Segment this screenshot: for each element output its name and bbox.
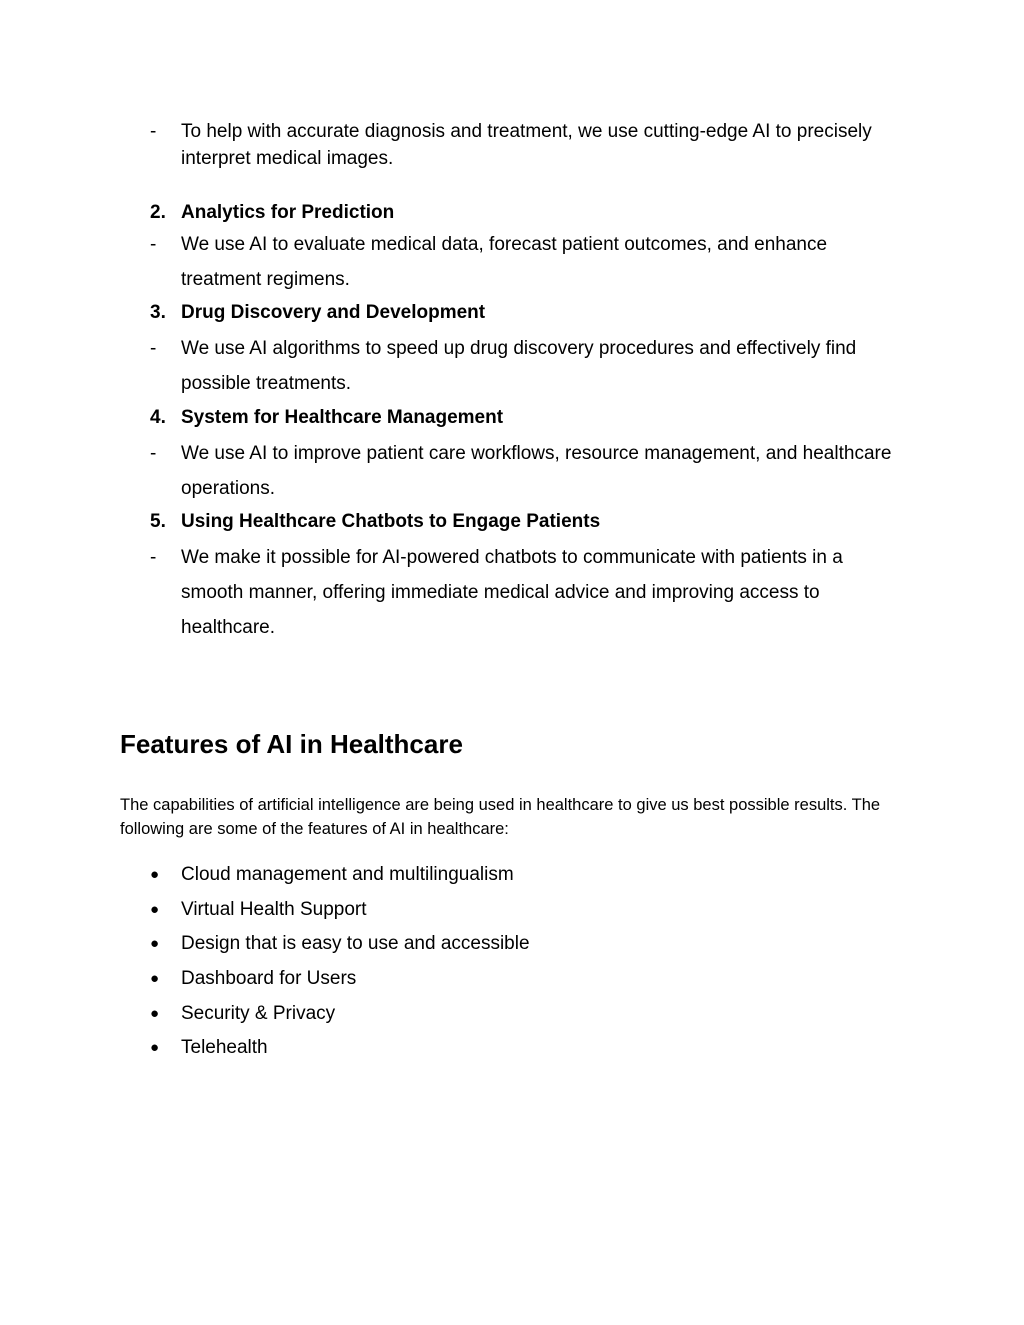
numbered-list (150, 197, 910, 645)
dash-marker: - (150, 338, 157, 360)
numbered-item (150, 506, 910, 645)
list-item-text: Telehealth (181, 1037, 268, 1059)
bullet-icon: ● (150, 970, 160, 988)
item-description: We use AI algorithms to speed up drug discovery procedures and effectively find possible treatments. (181, 338, 857, 395)
list-item-text: Cloud management and multilingualism (181, 864, 514, 885)
bullet-icon: ● (150, 1004, 160, 1022)
numbered-item-description (150, 332, 910, 401)
list-item-text: Virtual Health Support (181, 898, 367, 920)
item-description: We use AI to improve patient care workflows, resource management, and healthcare operations. (181, 442, 892, 499)
list-item (150, 927, 530, 962)
item-title: System for Healthcare Management (181, 406, 504, 428)
dash-marker: - (150, 442, 157, 464)
item-number: 3. (150, 302, 166, 324)
item-description: We use AI to evaluate medical data, forecast patient outcomes, and enhance treatment regimens. (181, 234, 828, 290)
item-title: Drug Discovery and Development (181, 302, 486, 324)
item-number: 2. (150, 202, 166, 223)
section-heading: Features of AI in Healthcare (120, 729, 463, 759)
numbered-item (150, 402, 910, 506)
bullet-icon: ● (150, 1039, 160, 1057)
numbered-item (150, 197, 910, 297)
numbered-item-description (150, 541, 910, 645)
list-item (150, 893, 530, 928)
list-item-text: Dashboard for Users (181, 968, 357, 990)
numbered-item-heading (150, 506, 910, 537)
dash-marker: - (150, 234, 157, 255)
item-title: Using Healthcare Chatbots to Engage Patients (181, 511, 601, 533)
dash-marker: - (150, 547, 157, 569)
bullet-icon: ● (150, 935, 160, 953)
list-item (150, 1031, 530, 1066)
top-list-item-text: To help with accurate diagnosis and treatment, we use cutting-edge AI to precisely interpret medical images. (181, 121, 872, 169)
numbered-item-description (150, 437, 910, 506)
list-item-text: Security & Privacy (181, 1002, 336, 1024)
item-title: Analytics for Prediction (181, 202, 395, 223)
numbered-item (150, 297, 910, 401)
bullet-icon: ● (150, 866, 160, 883)
numbered-item-heading (150, 297, 910, 328)
list-item (150, 858, 530, 893)
list-item (150, 962, 530, 997)
numbered-item-description (150, 228, 910, 297)
top-list-item (150, 118, 910, 172)
item-number: 5. (150, 511, 166, 533)
dash-marker: - (150, 121, 157, 142)
list-item-text: Design that is easy to use and accessible (181, 933, 530, 955)
numbered-item-heading (150, 402, 910, 433)
intro-paragraph: The capabilities of artificial intelligence are being used in healthcare to give us best possible results. The following are some of the features of AI in healthcare: (120, 796, 881, 838)
item-description: We make it possible for AI-powered chatbots to communicate with patients in a smooth manner, offering immediate medical advice and improving access to healthcare. (181, 547, 843, 638)
list-item (150, 997, 530, 1032)
item-number: 4. (150, 406, 166, 428)
features-list (150, 858, 530, 1066)
bullet-icon: ● (150, 900, 160, 918)
numbered-item-heading (150, 197, 910, 228)
